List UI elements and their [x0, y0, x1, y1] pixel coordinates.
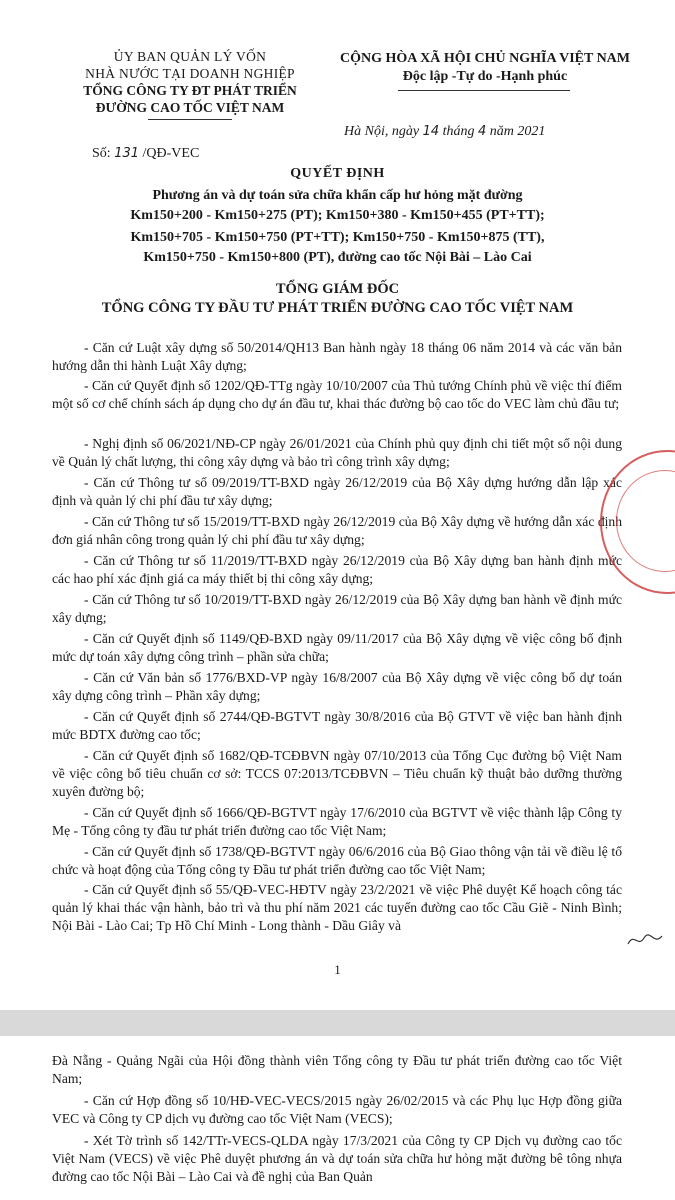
paragraph	[52, 1052, 622, 1088]
number-prefix: Số:	[92, 146, 111, 161]
paragraph-text: - Căn cứ Quyết định số 1738/QĐ-BGTVT ngày 06/6/2016 của Bộ Giao thông vận tải về điều lệ tổ chức và hoạt động của Tổng công ty Đầu tư phát triển đường cao tốc Việt Nam;	[52, 844, 622, 877]
paragraph-text: - Nghị định số 06/2021/NĐ-CP ngày 26/01/2021 của Chính phủ quy định chi tiết một số nội dung về Quản lý chất lượng, thi công xây dựng và bảo trì công trình xây dựng;	[52, 436, 622, 469]
paragraph	[52, 669, 622, 705]
paragraph	[52, 843, 622, 879]
seal-inner-ring	[616, 470, 675, 572]
subject-line-4: Km150+750 - Km150+800 (PT), đường cao tốc Nội Bài – Lào Cai	[143, 250, 532, 265]
paragraph-text: - Căn cứ Quyết định số 2744/QĐ-BGTVT ngày 30/8/2016 của Bộ GTVT về việc ban hành định mức BDTX đường cao tốc;	[52, 709, 622, 742]
paragraph-text: - Xét Tờ trình số 142/TTr-VECS-QLDA ngày 17/3/2021 của Công ty CP Dịch vụ đường cao tốc Việt Nam (VECS) về việc Phê duyệt phương án và dự toán sửa chữa hư hỏng mặt đường bê tông nhựa đường cao tốc Nội Bài – Lào Cai và đề nghị của Ban Quản	[52, 1133, 622, 1184]
authority-organization: TỔNG CÔNG TY ĐẦU TƯ PHÁT TRIỂN ĐƯỜNG CAO TỐC VIỆT NAM	[101, 300, 574, 316]
nation-slogan: Độc lập -Tự do -Hạnh phúc	[402, 69, 568, 84]
paragraph-text: - Căn cứ Thông tư số 11/2019/TT-BXD ngày 26/12/2019 của Bộ Xây dựng ban hành định mức các hao phí xác định giá ca máy thiết bị thi công xây dựng;	[52, 553, 622, 586]
national-motto	[300, 50, 670, 86]
handwritten-number: 131	[114, 146, 140, 161]
paragraph-text: - Căn cứ Thông tư số 15/2019/TT-BXD ngày 26/12/2019 của Bộ Xây dựng về hướng dẫn xác định đơn giá nhân công trong quản lý chi phí đầu tư xây dựng;	[52, 514, 622, 547]
paragraph	[52, 747, 622, 801]
document-number	[92, 146, 199, 162]
place-prefix: Hà Nội, ngày	[344, 124, 420, 139]
paragraph	[52, 1132, 622, 1186]
paragraph	[52, 591, 622, 627]
paragraph	[52, 339, 622, 375]
org-line-3: TỔNG CÔNG TY ĐT PHÁT TRIỂN	[83, 83, 297, 98]
nation-name: CỘNG HÒA XÃ HỘI CHỦ NGHĨA VIỆT NAM	[339, 51, 630, 66]
initial-signature-icon	[626, 930, 666, 950]
year-text: năm 2021	[489, 124, 546, 139]
paragraph	[52, 708, 622, 744]
paragraph-text: - Căn cứ Thông tư số 10/2019/TT-BXD ngày 26/12/2019 của Bộ Xây dựng ban hành về định mức xây dựng;	[52, 592, 622, 625]
paragraph	[52, 474, 622, 510]
paragraph	[52, 630, 622, 666]
paragraph-text: - Căn cứ Quyết định số 1666/QĐ-BGTVT ngày 17/6/2010 của BGTVT về việc thành lập Công ty Mẹ - Tổng công ty đầu tư phát triển đường cao tốc Việt Nam;	[52, 805, 622, 838]
page-number: 1	[334, 962, 341, 977]
paragraph-text: - Căn cứ Quyết định số 1149/QĐ-BXD ngày 09/11/2017 của Bộ Xây dựng về việc công bố định mức dự toán xây dựng công trình – phần sửa chữa;	[52, 631, 622, 664]
nation-underline	[398, 90, 570, 91]
document-page-2	[0, 1036, 675, 1200]
handwritten-month: 4	[478, 124, 487, 139]
org-line-4: ĐƯỜNG CAO TỐC VIỆT NAM	[95, 100, 285, 115]
org-line-1: ỦY BAN QUẢN LÝ VỐN	[113, 49, 267, 64]
paragraph	[52, 881, 622, 935]
subject-line-3: Km150+705 - Km150+750 (PT+TT); Km150+750 - Km150+875 (TT),	[130, 230, 545, 245]
authority-title: TỔNG GIÁM ĐỐC	[275, 281, 400, 297]
paragraph	[52, 804, 622, 840]
paragraph-text: - Căn cứ Quyết định số 1202/QĐ-TTg ngày 10/10/2007 của Thủ tướng Chính phủ về việc thí điểm một số cơ chế chính sách áp dụng cho dự án đầu tư, khai thác đường bộ cao tốc do VEC làm chủ đầu tư;	[52, 378, 622, 411]
decision-title: QUYẾT ĐỊNH	[290, 166, 385, 181]
issuing-organization	[80, 48, 300, 116]
paragraph	[52, 1092, 622, 1128]
month-word: tháng	[442, 124, 475, 139]
paragraph-text: - Căn cứ Luật xây dựng số 50/2014/QH13 Ban hành ngày 18 tháng 06 năm 2014 và các văn bản hướng dẫn thi hành Luật Xây dựng;	[52, 340, 622, 373]
paragraph-text: Đà Nẵng - Quảng Ngãi của Hội đồng thành viên Tổng công ty Đầu tư phát triển đường cao tốc Việt Nam;	[52, 1053, 622, 1086]
paragraph	[52, 513, 622, 549]
paragraph-text: - Căn cứ Văn bản số 1776/BXD-VP ngày 16/8/2007 của Bộ Xây dựng về việc công bố dự toán xây dựng công trình – Phần xây dựng;	[52, 670, 622, 703]
place-date	[344, 124, 545, 140]
number-suffix: /QĐ-VEC	[142, 146, 200, 161]
paragraph-text: - Căn cứ Quyết định số 1682/QĐ-TCĐBVN ngày 07/10/2013 của Tổng Cục đường bộ Việt Nam về việc công bố tiêu chuẩn cơ sở: TCCS 07:2013/TCĐBVN – Tiêu chuẩn kỹ thuật bảo dưỡng thường xuyên đường bộ;	[52, 748, 622, 799]
paragraph	[52, 552, 622, 588]
org-line-2: NHÀ NƯỚC TẠI DOANH NGHIỆP	[85, 66, 295, 81]
paragraph-text: - Căn cứ Hợp đồng số 10/HĐ-VEC-VECS/2015 ngày 26/02/2015 và các Phụ lục Hợp đồng giữa VEC và Công ty CP dịch vụ đường cao tốc Việt Nam (VECS);	[52, 1093, 622, 1126]
paragraph	[52, 377, 622, 413]
handwritten-day: 14	[422, 124, 440, 139]
paragraph	[52, 435, 622, 471]
paragraph-text: - Căn cứ Thông tư số 09/2019/TT-BXD ngày 26/12/2019 của Bộ Xây dựng hướng dẫn lập xác định và quản lý chi phí đầu tư xây dựng;	[52, 475, 622, 508]
subject-line-2: Km150+200 - Km150+275 (PT); Km150+380 - Km150+455 (PT+TT);	[130, 208, 545, 223]
paragraph-text: - Căn cứ Quyết định số 55/QĐ-VEC-HĐTV ngày 23/2/2021 về việc Phê duyệt Kế hoạch công tác quản lý khai thác vận hành, bảo trì và thu phí năm 2021 các tuyến đường cao tốc Cầu Giẽ - Ninh Bình; Nội Bài - Lào Cai; Tp Hồ Chí Minh - Long thành - Dầu Giây và	[52, 882, 622, 933]
subject-line-1: Phương án và dự toán sửa chữa khẩn cấp hư hỏng mặt đường	[152, 188, 523, 203]
org-underline	[148, 119, 232, 120]
